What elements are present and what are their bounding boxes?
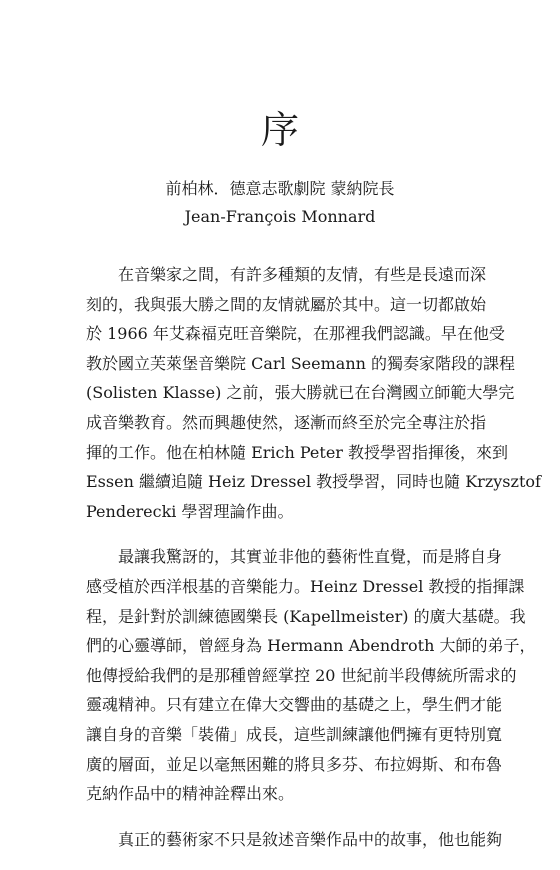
text-line: Essen 繼續追隨 Heiz Dressel 教授學習，同時也隨 Krzysztof [86, 472, 541, 492]
body-text [86, 260, 541, 870]
text-line: 感受植於西洋根基的音樂能力。Heinz Dressel 教授的指揮課 [86, 576, 525, 596]
text-line: 於 1966 年艾森福克旺音樂院，在那裡我們認識。早在他受 [86, 324, 505, 344]
paragraph [86, 825, 503, 855]
page-title: 序 [260, 108, 299, 152]
author-name: Jean-François Monnard [184, 207, 376, 226]
text-line: 最讓我驚訝的，其實並非他的藝術性直覺，而是將自身 [118, 547, 503, 567]
author-affiliation: 前柏林．德意志歌劇院 蒙納院長 [165, 179, 395, 198]
text-line: 克納作品中的精神詮釋出來。 [86, 784, 295, 804]
text-line: 真正的藝術家不只是敘述音樂作品中的故事，他也能夠 [118, 829, 503, 849]
text-line: 揮的工作。他在柏林隨 Erich Peter 教授學習指揮後，來到 [86, 442, 509, 462]
paragraph [86, 260, 541, 526]
paragraph [86, 542, 536, 808]
text-line: Penderecki 學習理論作曲。 [86, 501, 294, 521]
text-line: 靈魂精神。只有建立在偉大交響曲的基礎之上，學生們才能 [86, 695, 503, 715]
text-line: 廣的層面，並足以毫無困難的將貝多芬、布拉姆斯、和布魯 [86, 754, 503, 774]
text-line: 程，是針對於訓練德國樂長 (Kapellmeister) 的廣大基礎。我 [86, 606, 526, 626]
author-block [0, 175, 560, 231]
text-line: 教於國立芙萊堡音樂院 Carl Seemann 的獨奏家階段的課程 [86, 353, 516, 373]
text-line: 他傳授給我們的是那種曾經掌控 20 世紀前半段傳統所需求的 [86, 665, 517, 685]
text-line: 刻的，我與張大勝之間的友情就屬於其中。這一切都啟始 [86, 294, 487, 314]
text-line: 在音樂家之間，有許多種類的友情，有些是長遠而深 [118, 265, 487, 284]
text-line: 成音樂教育。然而興趣使然，逐漸而終至於完全專注於指 [86, 412, 487, 432]
text-line: (Solisten Klasse) 之前，張大勝就已在台灣國立師範大學完 [86, 383, 515, 403]
text-line: 讓自身的音樂「裝備」成長，這些訓練讓他們擁有更特別寬 [86, 724, 503, 744]
text-line: 們的心靈導師，曾經身為 Hermann Abendroth 大師的弟子， [86, 636, 536, 656]
